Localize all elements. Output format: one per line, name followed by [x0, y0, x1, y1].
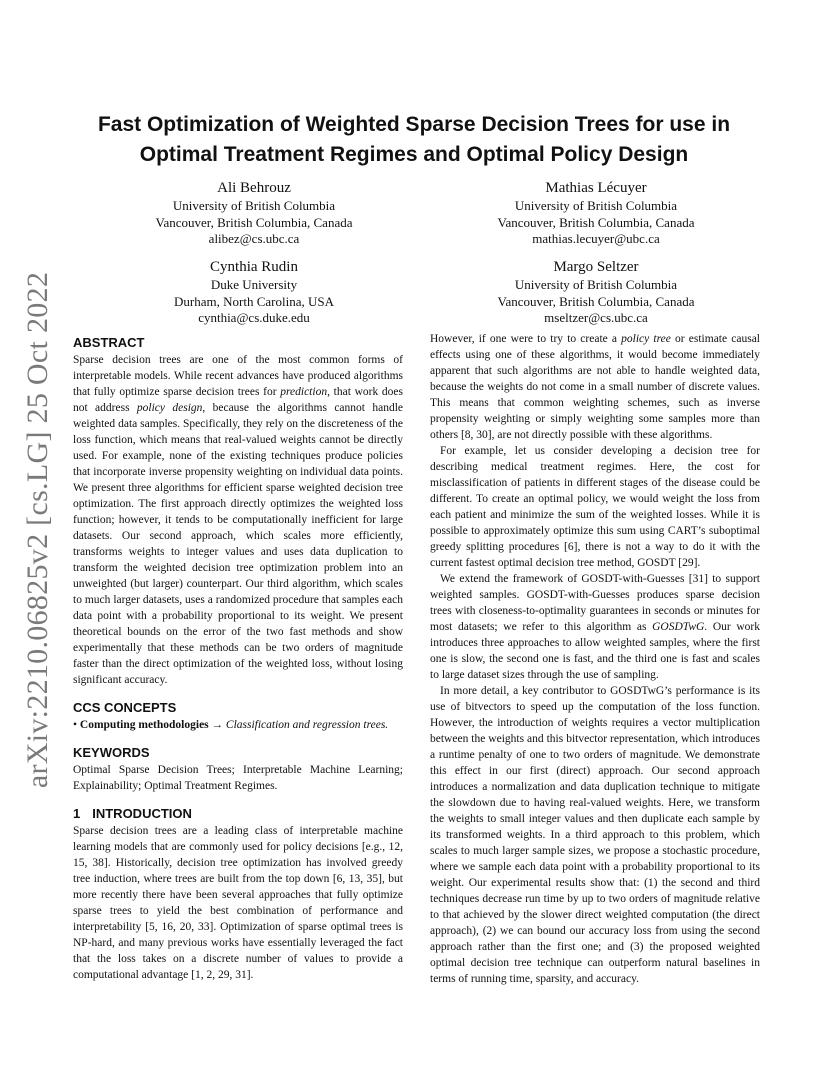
text-run: , because the algorithms cannot handle weighted data samples. Specifically, they rely on the discreteness of the loss function, which means that real-valued weights cannot be directly used. For example, none of the existing techniques produce policies that incorporate inverse propensity weighting on individual data points. We present three algorithms for efficient sparse weighted decision tree optimization. The first approach directly optimizes the weighted loss function; however, it tends to be computationally inefficient for large datasets. Our second approach, which scales more efficiently, transforms weights to integer values and uses data duplication to transform the weighted decision tree optimization problem into an unweighted (but larger) counterpart. Our third algorithm, which scales to much larger datasets, uses a randomized procedure that samples each data point with a probability proportional to its weight. We present theoretical bounds on the error of the two fast methods and show experimentally that these methods can be two orders of magnitude faster than the direct optimization of the weighted loss, without losing significant accuracy. [73, 402, 403, 686]
keywords-text: Optimal Sparse Decision Trees; Interpretable Machine Learning; Explainability; Optimal Treatment Regimes. [73, 764, 403, 792]
ccs-concept: Classification and regression trees. [225, 719, 389, 731]
author-name: Mathias Lécuyer [545, 180, 647, 196]
paper-title: Fast Optimization of Weighted Sparse Decision Trees for use in Optimal Treatment Regimes and Optimal Policy Design [97, 113, 731, 166]
author-name: Cynthia Rudin [210, 259, 298, 275]
author-affiliation: University of British Columbia [514, 277, 678, 292]
introduction-heading [73, 805, 403, 823]
keywords-heading: KEYWORDS [73, 745, 150, 760]
author-block [114, 178, 394, 248]
author-location: Durham, North Carolina, USA [174, 293, 334, 309]
right-column [430, 331, 760, 987]
author-email: mseltzer@cs.ubc.ca [544, 310, 648, 325]
ccs-concepts [73, 717, 403, 733]
author-name: Ali Behrouz [217, 180, 291, 196]
ccs-category: Computing methodologies [79, 719, 209, 731]
introduction-paragraph: Sparse decision trees are a leading class of interpretable machine learning models that are commonly used for policy decisions [e.g., 12, 15, 38]. Historically, decision tree optimization has involved greedy tree induction, where trees are built from the top down [6, 13, 35], but more recently there have been several approaches that fully optimize sparse trees to yield the best combination of performance and interpretability [5, 16, 20, 33]. Optimization of sparse optimal trees is NP-hard, and many previous works have essentially leveraged the fact that the loss takes on a discrete number of values to provide a computational advantage [1, 2, 29, 31]. [73, 825, 403, 981]
abstract-heading: ABSTRACT [73, 335, 145, 350]
author-email: cynthia@cs.duke.edu [198, 310, 310, 325]
ccs-bullet: • [73, 719, 78, 731]
author-affiliation: University of British Columbia [514, 198, 678, 213]
body-paragraph [430, 443, 760, 571]
abstract-text [73, 352, 403, 688]
author-location: Vancouver, British Columbia, Canada [497, 293, 695, 309]
text-run: , that work does not address [73, 386, 403, 414]
arxiv-stamp: arXiv:2210.06825v2 [cs.LG] 25 Oct 2022 [21, 271, 54, 789]
text-run: However, if one were to try to create a [430, 333, 622, 345]
author-affiliation: Duke University [210, 277, 298, 292]
text-run: or estimate causal effects using one of these algorithms, it would become immediately apparent that such algorithms are not able to handle weighted data, because the weights do not come in a small number of discrete values. This means that common weighting schemes, such as inverse propensity weighting or simply weighting some samples more than others [8, 30], are not directly possible with these algorithms. [430, 333, 760, 441]
author-name: Margo Seltzer [553, 259, 639, 275]
left-column [73, 334, 403, 983]
author-block [114, 257, 394, 327]
emphasis-text: GOSDTwG [652, 621, 705, 633]
ccs-arrow: → [211, 719, 224, 731]
author-email: alibez@cs.ubc.ca [208, 231, 300, 246]
section-number: 1 [73, 806, 81, 821]
author-location: Vancouver, British Columbia, Canada [155, 214, 353, 230]
author-location: Vancouver, British Columbia, Canada [497, 214, 695, 230]
emphasis-text: policy design [136, 402, 203, 414]
body-paragraph [430, 571, 760, 683]
author-email: mathias.lecuyer@ubc.ca [532, 231, 660, 246]
body-paragraph [430, 331, 760, 443]
author-block [456, 257, 736, 327]
text-run: We extend the framework of GOSDT-with-Guesses [31] to support weighted samples. GOSDT-with-Guesses produces sparse decision trees with closeness-to-optimality guarantees in seconds or minutes for most datasets; we refer to this algorithm as [430, 573, 760, 633]
ccs-heading: CCS CONCEPTS [73, 700, 177, 715]
emphasis-text: prediction [280, 386, 328, 398]
text-run: Sparse decision trees are one of the most common forms of interpretable models. While recent advances have produced algorithms that fully optimize sparse decision trees for [73, 354, 403, 398]
text-run: In more detail, a key contributor to GOSDTwG’s performance is its use of bitvectors to speed up the computation of the loss function. However, the introduction of weights requires a vector multiplication between the weights and this bitvector representation, which introduces a runtime penalty of one to two orders of magnitude. We demonstrate this effect in our first (direct) approach. Our second approach introduces a normalization and data duplication technique to mitigate the slowdown due to having real-valued weights. Here, we transform the weights to small integer values and then duplicate each sample by its transformed weights. In a third approach to this problem, which scales to much larger sample sizes, we propose a stochastic procedure, where we sample each data point with a probability proportional to its weight. Our experimental results show that: (1) the second and third techniques decrease run time by up to two orders of magnitude relative to that achieved by the slower direct weighted computation (the direct approach), (2) we can bound our accuracy loss from using the second approach rather than the first one; and (3) the proposed weighted optimal decision tree technique can outperform natural baselines in terms of running time, sparsity, and accuracy. [430, 685, 760, 985]
section-title: INTRODUCTION [92, 806, 192, 821]
author-affiliation: University of British Columbia [172, 198, 336, 213]
text-run: . Our work introduces three approaches to allow weighted samples, where the first one is slow, the second one is fast, and the third one is fast and scales to large dataset sizes through the use of sampling. [430, 621, 760, 681]
author-block [456, 178, 736, 248]
emphasis-text: policy tree [621, 333, 671, 345]
body-paragraph [430, 683, 760, 987]
text-run: For example, let us consider developing a decision tree for describing medical treatment regimes. Here, the cost for misclassification of patients in different stages of the disease could be different. To create an optimal policy, we would weight the loss from each patient and minimize the sum of the weighted losses. While it is possible to approximately optimize this sum using CART’s suboptimal greedy splitting procedures [6], there is not a way to do it with the current fastest optimal decision tree method, GOSDT [29]. [430, 445, 760, 569]
